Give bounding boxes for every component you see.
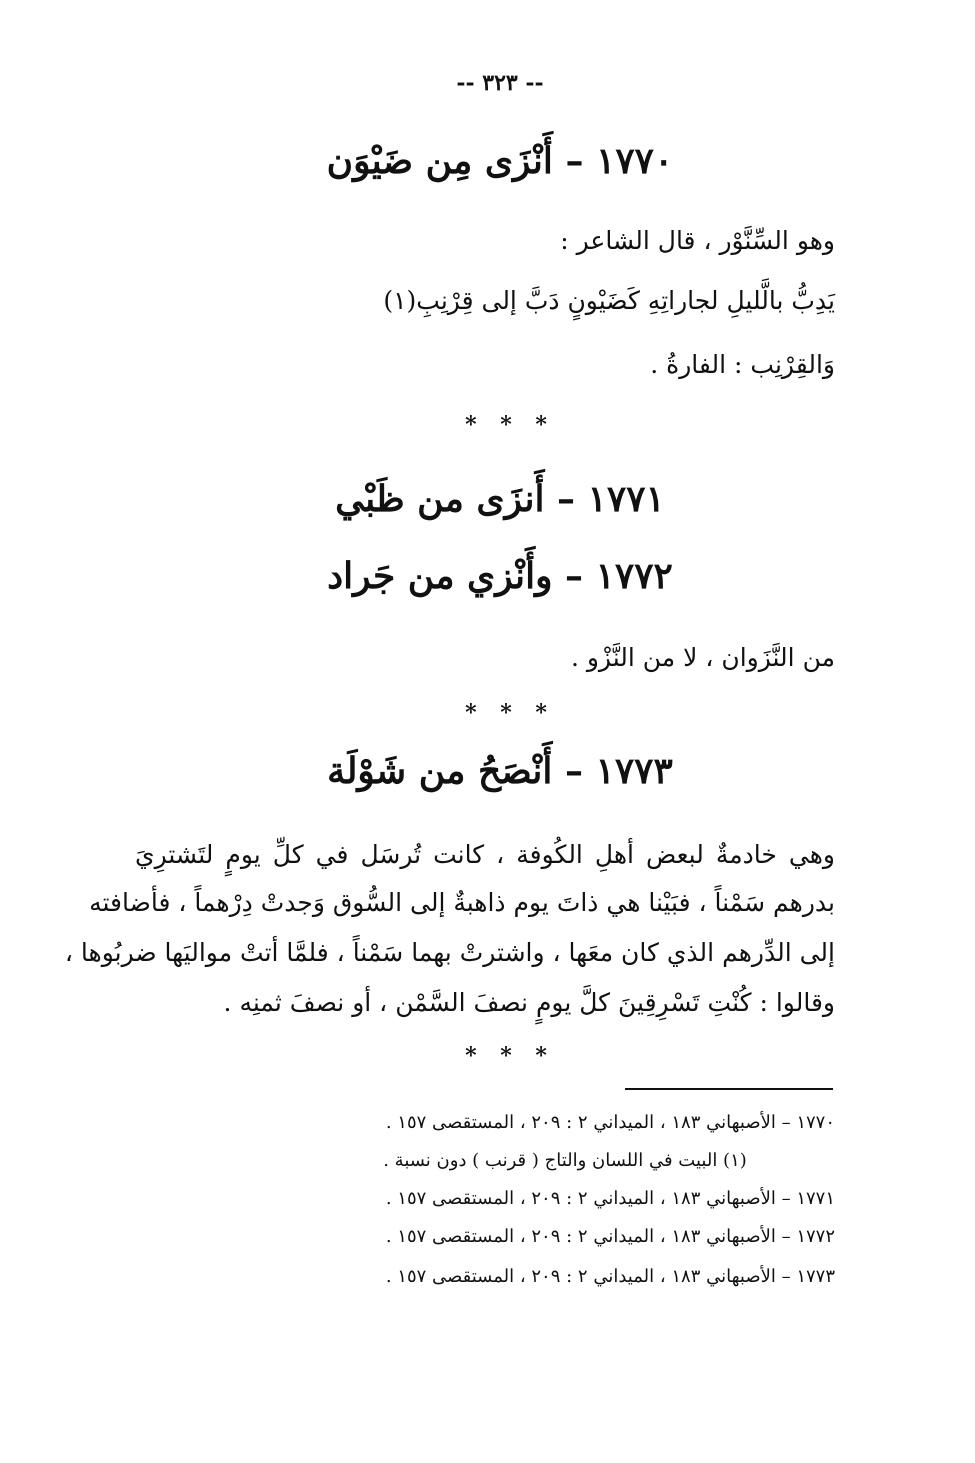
entry-1773-line: وهي خادمةٌ لبعض أهلِ الكُوفة ، كانت تُرسَل في كلِّ يومٍ لتَشترِيَ (135, 840, 835, 869)
entry-1770-intro: وهو السِّنَّوْر ، قال الشاعر : (560, 226, 835, 255)
poem-verse: يَدِبُّ بالَّليلِ لجاراتِهِ كَضَيْونٍ دَبَّ إلى قِرْنِبِ(١) (383, 286, 835, 315)
entry-heading-1770: ١٧٧٠ – أَنْزَى مِن ضَيْوَن (326, 140, 674, 182)
page-number: -- ٣٢٣ -- (456, 70, 544, 96)
section-divider: * * * (465, 1043, 555, 1069)
section-divider: * * * (465, 412, 555, 438)
footnote-1773: ١٧٧٣ – الأصبهاني ١٨٣ ، الميداني ٢ : ٢٠٩ ، المستقصى ١٥٧ . (385, 1266, 835, 1287)
entry-1772-text: من النَّزَوان ، لا من النَّزْو . (570, 643, 835, 672)
entry-heading-1773: ١٧٧٣ – أَنْصَحُ من شَوْلَة (327, 750, 673, 792)
entry-1770-gloss: وَالقِرْنِب : الفارةُ . (650, 350, 835, 379)
footnote-1770: ١٧٧٠ – الأصبهاني ١٨٣ ، الميداني ٢ : ٢٠٩ ، المستقصى ١٥٧ . (385, 1112, 835, 1133)
entry-heading-1772: ١٧٧٢ – وأَنْزي من جَراد (327, 555, 673, 597)
footnote-1771: ١٧٧١ – الأصبهاني ١٨٣ ، الميداني ٢ : ٢٠٩ ، المستقصى ١٥٧ . (385, 1188, 835, 1209)
section-divider: * * * (465, 700, 555, 726)
entry-1773-line: إلى الدِّرهم الذي كان معَها ، واشترتْ بهما سَمْناً ، فلمَّا أتتْ مواليَها ضربُوها ، (64, 938, 835, 967)
entry-1773-line: وقالوا : كُنْتِ تَسْرِقِينَ كلَّ يومٍ نصفَ السَّمْن ، أو نصفَ ثمنِه . (223, 988, 835, 1017)
footnote-rule (625, 1088, 833, 1090)
footnote-1772: ١٧٧٢ – الأصبهاني ١٨٣ ، الميداني ٢ : ٢٠٩ ، المستقصى ١٥٧ . (385, 1226, 835, 1247)
entry-1773-line: بدرهم سَمْناً ، فبَيْنا هي ذاتَ يوم ذاهبةٌ إلى السُّوق وَجدتْ دِرْهماً ، فأضافته (89, 888, 835, 917)
entry-heading-1771: ١٧٧١ – أَنزَى من ظَبْي (335, 478, 665, 520)
footnote-verse-source: (١) البيت في اللسان والتاج ( قرنب ) دون نسبة . (383, 1150, 747, 1171)
